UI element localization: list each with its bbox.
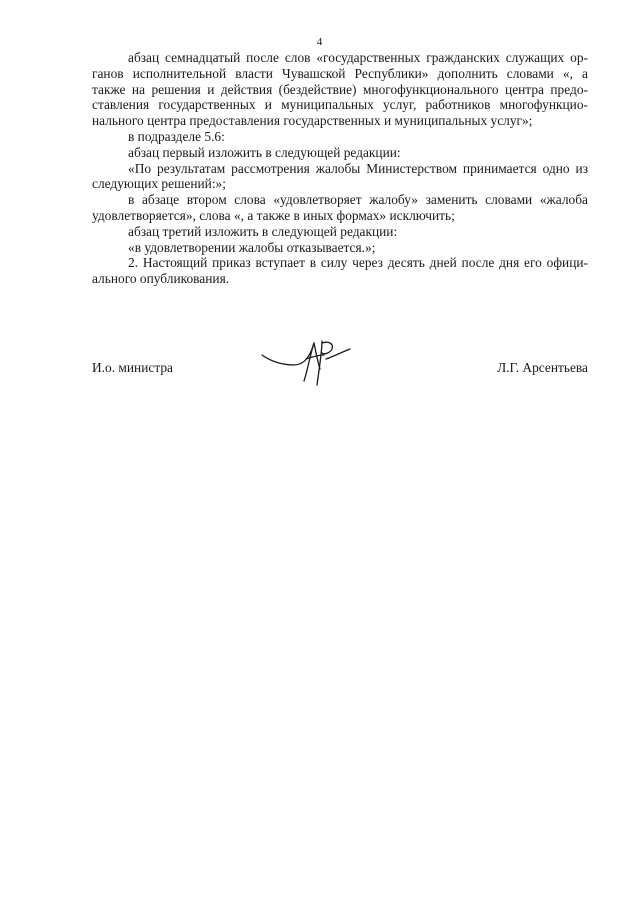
body-line: 2. Настоящий приказ вступает в силу через десять дней после дня его офици-: [128, 255, 588, 271]
body-line: в подразделе 5.6:: [128, 128, 225, 144]
body-line: «По результатам рассмотрения жалобы Министерством принимается одно из: [128, 160, 588, 176]
body-line: удовлетворяется», слова «, а также в иных формах» исключить;: [92, 207, 455, 223]
signatory-name: Л.Г. Арсентьева: [497, 360, 588, 375]
signature-block: [92, 360, 588, 400]
body-line: ставления государственных и муниципальных услуг, работников многофункцио-: [92, 97, 588, 113]
handwritten-signature: [260, 335, 352, 387]
document-body: [92, 50, 588, 287]
body-line: ганов исполнительной власти Чувашской Республики» дополнить словами «, а: [92, 65, 588, 81]
body-line: также на решения и действия (бездействие) многофункционального центра предо-: [92, 81, 588, 97]
body-line: в абзаце втором слова «удовлетворяет жалобу» заменить словами «жалоба: [128, 192, 588, 208]
page-number: 4: [316, 36, 323, 48]
body-line: ального опубликования.: [92, 271, 230, 287]
body-line: «в удовлетворении жалобы отказывается.»;: [128, 239, 376, 255]
body-line: следующих решений:»;: [92, 176, 226, 192]
body-line: абзац первый изложить в следующей редакции:: [128, 144, 401, 160]
body-line: абзац семнадцатый после слов «государственных гражданских служащих ор-: [128, 50, 588, 65]
signatory-title: И.о. министра: [92, 360, 173, 375]
body-line: нального центра предоставления государственных и муниципальных услуг»;: [92, 113, 533, 129]
body-line: абзац третий изложить в следующей редакции:: [128, 223, 398, 239]
